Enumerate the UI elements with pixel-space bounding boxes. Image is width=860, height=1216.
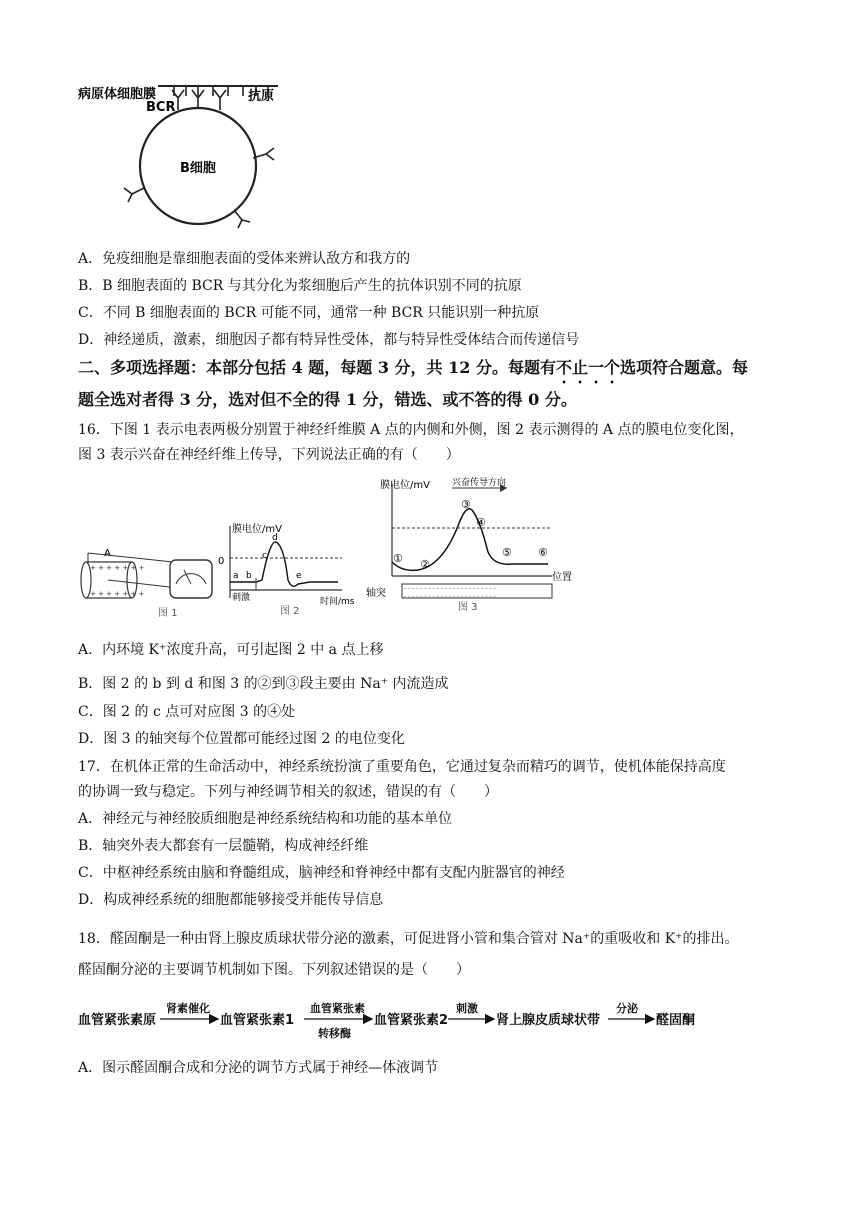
fig1-zero: 0 [218,556,225,567]
flow-edge-3: 刺激 [456,1002,478,1015]
fig1-caption: 图 1 [158,608,178,619]
section2-heading-line2: 题全选对者得 3 分，选对但不全的得 1 分，错选、或不答的得 0 分。 [78,390,577,409]
flow-edge-1: 肾素催化 [166,1002,210,1015]
q17-option-d: D．构成神经系统的细胞都能够接受并能传导信息 [78,892,384,908]
fig3-point-1: ① [393,552,403,565]
fig2-label-d: d [272,533,278,543]
bcell-figure [78,78,288,238]
q18-flow-diagram [78,1000,718,1040]
q15-option-c: C．不同 B 细胞表面的 BCR 可能不同，通常一种 BCR 只能识别一种抗原 [78,305,540,321]
fig3-caption: 图 3 [458,602,478,613]
q15-option-a: A．免疫细胞是靠细胞表面的受体来辨认敌方和我方的 [78,251,411,267]
q17-stem-2: 的协调一致与稳定。下列与神经调节相关的叙述，错误的有（ ） [78,784,498,800]
fig3-ylabel: 膜电位/mV [380,480,430,491]
fig2-label-a: a [233,571,239,581]
q15-option-d: D．神经递质，激素，细胞因子都有特异性受体，都与特异性受体结合而传递信号 [78,332,580,348]
section2-text-b: 选项符合题意。每 [619,358,748,377]
svg-text:+ + + + + + +: + + + + + + + [90,564,145,572]
fig3-potential-position [362,476,582,616]
flow-node-1: 血管紧张素原 [78,1013,157,1028]
section2-heading-line1 [78,358,748,387]
flow-edge-2-top: 血管紧张素 [310,1002,365,1015]
q17-stem-1: 17．在机体正常的生命活动中，神经系统扮演了重要角色，它通过复杂而精巧的调节，使机体能保持高度 [78,759,726,775]
flow-edge-2-bot: 转移酶 [318,1027,351,1040]
fig3-direction: 兴奋传导方向 [452,478,507,488]
q18-option-a: A．图示醛固酮合成和分泌的调节方式属于神经—体液调节 [78,1060,439,1076]
flow-edge-4: 分泌 [616,1002,638,1015]
svg-text:- - - - - - - - - - - - - - -: - - - - - - - - - - - - - - - - - - - - - - - [404,585,496,592]
fig1-point-a: A [104,548,111,559]
antigen-label: 抗原 [248,89,275,104]
fig3-point-6: ⑥ [538,546,548,559]
fig2-caption: 图 2 [280,606,300,617]
fig1-nerve-meter [78,540,228,620]
bcr-label: BCR [146,100,176,115]
q16-option-d: D．图 3 的轴突每个位置都可能经过图 2 的电位变化 [78,731,405,747]
q16-option-c: C．图 2 的 c 点可对应图 3 的④处 [78,704,296,720]
fig2-label-e: e [296,571,302,581]
fig2-xlabel: 时间/ms [320,597,355,607]
fig2-label-c: c [262,551,267,561]
fig2-ylabel: 膜电位/mV [232,524,282,535]
fig3-axon: 轴突 [366,588,386,599]
fig2-label-b: b [246,571,252,581]
flow-node-2: 血管紧张素1 [220,1013,295,1028]
q16-stem-1: 16．下图 1 表示电表两极分别置于神经纤维膜 A 点的内侧和外侧，图 2 表示测得的 A 点的膜电位变化图， [78,422,744,438]
svg-text:- - - - - - - - - - - - - - -: - - - - - - - - - - - - - - - - - - - - - - - [404,593,496,600]
q16-stem-2: 图 3 表示兴奋在神经纤维上传导，下列说法正确的有（ ） [78,447,460,463]
section2-text-a: 二、多项选择题：本部分包括 4 题，每题 3 分，共 12 分。每题有 [78,358,556,377]
fig3-xlabel: 位置 [552,572,572,583]
flow-node-5: 醛固酮 [656,1013,696,1028]
q16-option-a: A．内环境 K⁺浓度升高，可引起图 2 中 a 点上移 [78,642,384,658]
fig2-potential-time [222,520,362,620]
fig3-point-3: ③ [461,498,471,511]
fig3-point-5: ⑤ [502,546,512,559]
bcell-label: B细胞 [180,161,216,176]
fig2-stim: 刺激 [232,593,251,603]
q15-option-b: B．B 细胞表面的 BCR 与其分化为浆细胞后产生的抗体识别不同的抗原 [78,278,522,294]
q17-option-b: B．轴突外表大都套有一层髓鞘，构成神经纤维 [78,838,369,854]
q18-stem-1: 18．醛固酮是一种由肾上腺皮质球状带分泌的激素，可促进肾小管和集合管对 Na⁺的重吸收和 K⁺的排出。 [78,931,739,947]
flow-node-4: 肾上腺皮质球状带 [496,1013,601,1028]
svg-text:+ + + + + + +: + + + + + + + [90,590,145,598]
membrane-label: 病原体细胞膜 [78,87,157,102]
fig3-point-4: ④ [476,516,486,529]
q17-option-a: A．神经元与神经胶质细胞是神经系统结构和功能的基本单位 [78,811,453,827]
flow-node-3: 血管紧张素2 [374,1013,449,1028]
q16-option-b: B．图 2 的 b 到 d 和图 3 的②到③段主要由 Na⁺ 内流造成 [78,676,449,692]
q18-stem-2: 醛固酮分泌的主要调节机制如下图。下列叙述错误的是（ ） [78,962,470,978]
section2-emphasis: 不止一个 [555,358,620,377]
q17-option-c: C．中枢神经系统由脑和脊髓组成，脑神经和脊神经中都有支配内脏器官的神经 [78,865,565,881]
fig3-point-2: ② [420,558,430,571]
